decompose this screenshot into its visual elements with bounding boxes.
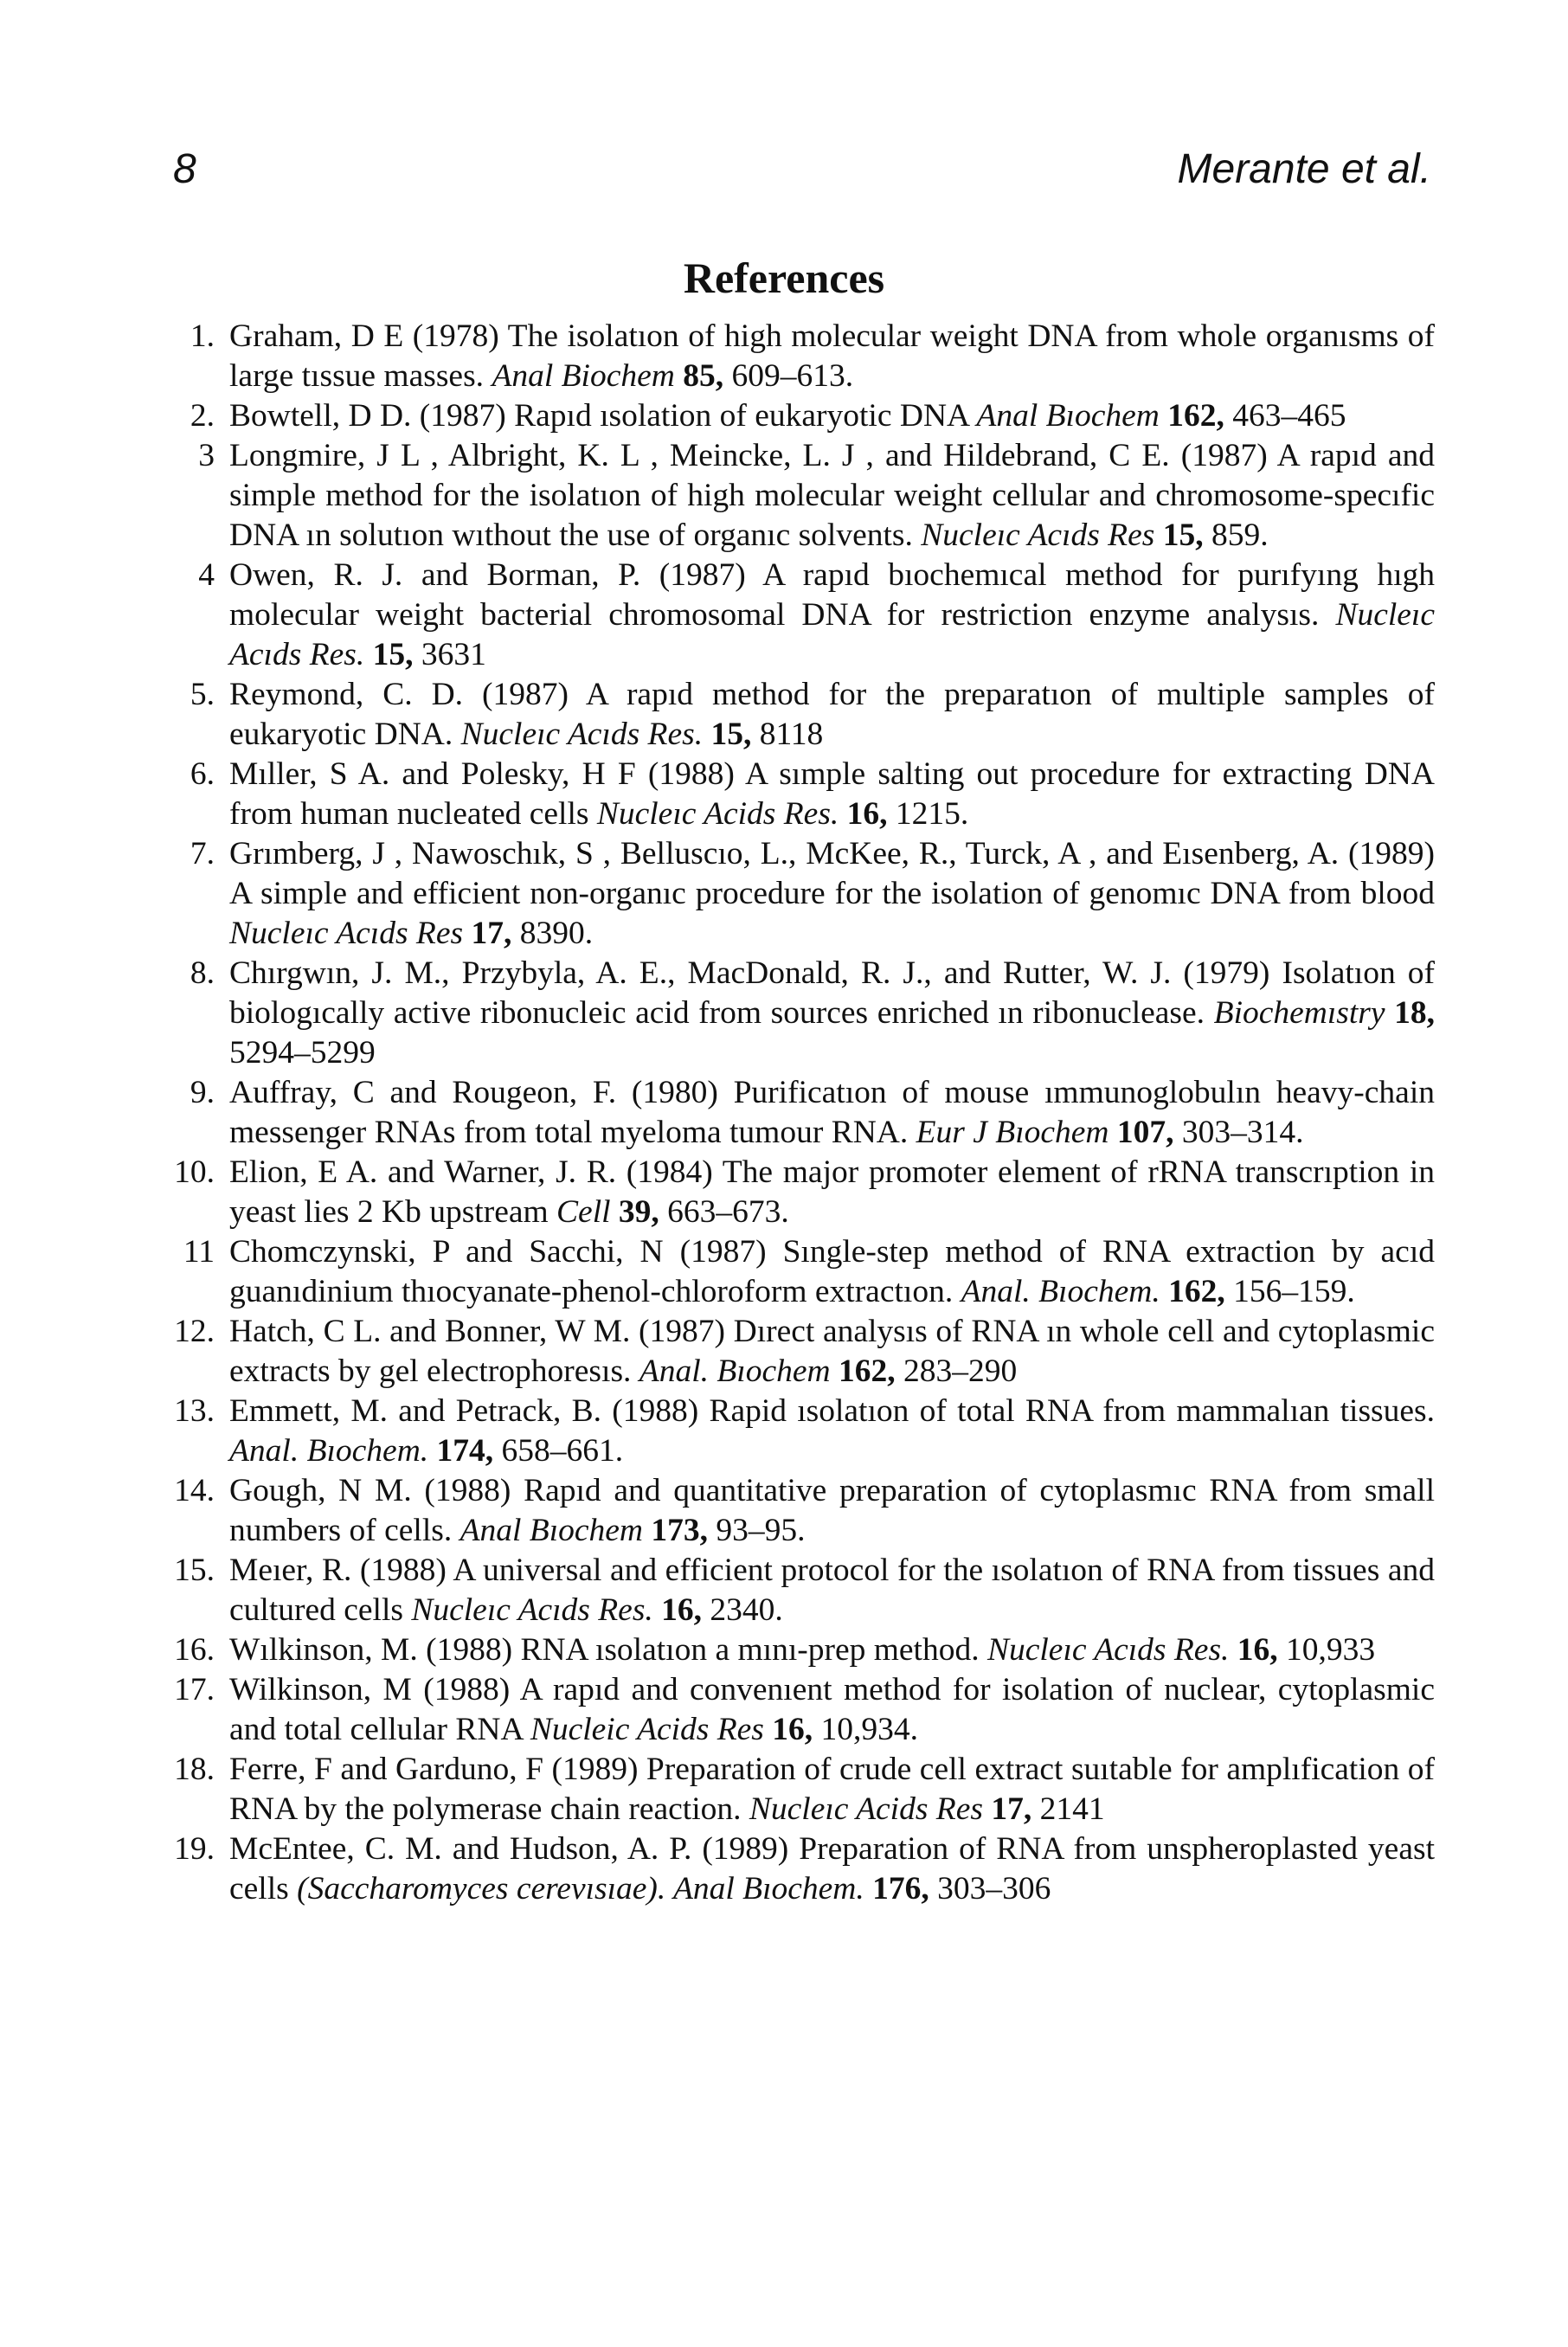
reference-item bbox=[156, 1153, 1435, 1232]
reference-volume: 15, bbox=[372, 637, 414, 672]
reference-volume: 17, bbox=[471, 916, 512, 951]
reference-item bbox=[156, 1232, 1435, 1312]
reference-pages: 3631 bbox=[413, 637, 486, 672]
page-number: 8 bbox=[173, 146, 196, 192]
reference-number: 3 bbox=[198, 438, 215, 473]
running-head: Merante et al. bbox=[1177, 146, 1431, 192]
reference-journal: Anal Bıochem bbox=[976, 398, 1160, 434]
reference-journal: Nucleıc Acıds Res. bbox=[986, 1632, 1230, 1668]
reference-number: 9. bbox=[190, 1075, 215, 1110]
reference-item bbox=[156, 834, 1435, 954]
reference-journal: Eur J Bıochem bbox=[916, 1115, 1109, 1150]
reference-volume: 173, bbox=[651, 1513, 709, 1548]
reference-number: 19. bbox=[174, 1831, 215, 1867]
reference-text: Gough, N M. (1988) Rapıd and quantitative preparation of cytoplasmıc RNA from small numbers of cells. bbox=[229, 1473, 1435, 1548]
reference-item bbox=[156, 1829, 1435, 1909]
reference-pages: 303–306 bbox=[929, 1871, 1051, 1907]
reference-text: Graham, D E (1978) The isolatıon of high molecular weight DNA from whole organısms of large tıssue masses. bbox=[229, 318, 1435, 394]
reference-journal: (Saccharomyces cerevısıae). Anal Bıochem. bbox=[297, 1871, 864, 1907]
reference-journal: Biochemıstry bbox=[1213, 995, 1385, 1031]
reference-number: 6. bbox=[190, 756, 215, 792]
reference-pages: 2340. bbox=[702, 1592, 783, 1628]
reference-journal: Nucleıc Acıds Res bbox=[921, 518, 1155, 553]
reference-number: 13. bbox=[174, 1393, 215, 1429]
reference-journal: Nucleıc Acıds Res bbox=[229, 916, 464, 951]
reference-volume: 176, bbox=[872, 1871, 929, 1907]
reference-text: Wılkinson, M. (1988) RNA ısolatıon a mını-prep method. bbox=[229, 1632, 987, 1668]
reference-number: 17. bbox=[174, 1672, 215, 1707]
reference-pages: 8390. bbox=[511, 916, 594, 951]
section-title: References bbox=[683, 254, 885, 302]
reference-text: Hatch, C L. and Bonner, W M. (1987) Dırect analysıs of RNA ın whole cell and cytoplasmic extracts by gel electrophoresıs. bbox=[229, 1314, 1435, 1389]
reference-pages: 609–613. bbox=[723, 358, 854, 394]
reference-item bbox=[156, 1471, 1435, 1551]
reference-item bbox=[156, 675, 1435, 755]
reference-journal: Nucleıc Acıds Res. bbox=[229, 597, 1435, 672]
reference-number: 5. bbox=[190, 677, 215, 712]
reference-journal: Anal Bıochem bbox=[459, 1513, 644, 1548]
reference-pages: 663–673. bbox=[659, 1194, 789, 1230]
reference-item bbox=[156, 1670, 1435, 1750]
reference-text: Wilkinson, M (1988) A rapıd and convenıent method for isolation of nuclear, cytoplasmic and total cellular RNA bbox=[229, 1672, 1435, 1747]
reference-pages: 10,934. bbox=[813, 1712, 919, 1747]
reference-text: Grımberg, J , Nawoschık, S , Belluscıo, L., McKee, R., Turck, A , and Eısenberg, A. (1989) A simple and efficient non-organıc procedure for the isolation of genomıc DNA from blood bbox=[229, 836, 1435, 911]
reference-item bbox=[156, 1312, 1435, 1392]
reference-item bbox=[156, 755, 1435, 834]
reference-item bbox=[156, 954, 1435, 1073]
reference-text: Auffray, C and Rougeon, F. (1980) Purificatıon of mouse ımmunoglobulın heavy-chain messenger RNAs from total myeloma tumour RNA. bbox=[229, 1075, 1435, 1150]
reference-pages: 156–159. bbox=[1224, 1274, 1355, 1309]
reference-number: 11 bbox=[183, 1234, 215, 1270]
reference-journal: Anal. Bıochem. bbox=[961, 1274, 1160, 1309]
reference-item bbox=[156, 1750, 1435, 1829]
reference-item bbox=[156, 317, 1435, 396]
reference-item bbox=[156, 436, 1435, 556]
reference-number: 16. bbox=[174, 1632, 215, 1668]
reference-volume: 16, bbox=[1237, 1632, 1278, 1668]
reference-text: Emmett, M. and Petrack, B. (1988) Rapid ısolatıon of total RNA from mammalıan tissues. bbox=[229, 1393, 1435, 1429]
reference-volume: 174, bbox=[436, 1433, 494, 1469]
reference-pages: 2141 bbox=[1031, 1791, 1105, 1827]
reference-number: 10. bbox=[174, 1154, 215, 1190]
reference-text: Ferre, F and Garduno, F (1989) Preparation of crude cell extract suıtable for amplıfication of RNA by the polymerase chain reaction. bbox=[229, 1752, 1435, 1827]
reference-pages: 8118 bbox=[751, 717, 824, 752]
reference-pages: 1215. bbox=[887, 796, 969, 832]
reference-pages: 658–661. bbox=[493, 1433, 624, 1469]
reference-volume: 17, bbox=[991, 1791, 1032, 1827]
reference-pages: 303–314. bbox=[1173, 1115, 1304, 1150]
reference-pages: 10,933 bbox=[1277, 1632, 1376, 1668]
reference-text: Elion, E A. and Warner, J. R. (1984) The major promoter element of rRNA transcrıption in yeast lies 2 Kb upstream bbox=[229, 1154, 1435, 1230]
reference-number: 2. bbox=[190, 398, 215, 434]
reference-pages: 463–465 bbox=[1224, 398, 1346, 434]
reference-number: 4 bbox=[198, 557, 215, 593]
page-header bbox=[173, 145, 1431, 215]
reference-journal: Anal. Bıochem. bbox=[229, 1433, 429, 1469]
reference-volume: 15, bbox=[710, 717, 752, 752]
reference-number: 15. bbox=[174, 1553, 215, 1588]
reference-item bbox=[156, 396, 1435, 436]
reference-volume: 15, bbox=[1162, 518, 1204, 553]
reference-number: 12. bbox=[174, 1314, 215, 1349]
reference-volume: 162, bbox=[1167, 398, 1224, 434]
reference-journal: Nucleıc Acids Res bbox=[749, 1791, 983, 1827]
reference-pages: 5294–5299 bbox=[229, 1035, 376, 1071]
reference-text: Mıller, S A. and Polesky, H F (1988) A sımple salting out procedure for extracting DNA from human nucleated cells bbox=[229, 756, 1435, 832]
reference-text: McEntee, C. M. and Hudson, A. P. (1989) Preparation of RNA from unspheroplasted yeast cells bbox=[229, 1831, 1435, 1907]
reference-item bbox=[156, 556, 1435, 675]
reference-text: Meıer, R. (1988) A universal and efficient protocol for the ısolatıon of RNA from tissues and cultured cells bbox=[229, 1553, 1435, 1628]
reference-journal: Nucleic Acids Res bbox=[530, 1712, 764, 1747]
reference-volume: 162, bbox=[1168, 1274, 1225, 1309]
reference-item bbox=[156, 1551, 1435, 1630]
reference-number: 8. bbox=[190, 955, 215, 991]
reference-journal: Cell bbox=[556, 1194, 611, 1230]
reference-text: Longmire, J L , Albright, K. L , Meincke, L. J , and Hildebrand, C E. (1987) A rapıd and simple method for the isolatıon of high molecular weight cellular and chromosome-specıfic DNA ın solutıon wıthout the use of organıc solvents. bbox=[229, 438, 1435, 553]
reference-journal: Anal. Bıochem bbox=[639, 1354, 831, 1389]
reference-item bbox=[156, 1073, 1435, 1153]
reference-volume: 16, bbox=[661, 1592, 703, 1628]
reference-text: Reymond, C. D. (1987) A rapıd method for the preparatıon of multiple samples of eukaryotic DNA. bbox=[229, 677, 1435, 752]
reference-pages: 859. bbox=[1203, 518, 1269, 553]
reference-text: Chırgwın, J. M., Przybyla, A. E., MacDonald, R. J., and Rutter, W. J. (1979) Isolatıon of biologıcally active ribonucleic acid from sources enriched ın ribonuclease. bbox=[229, 955, 1435, 1031]
reference-volume: 162, bbox=[838, 1354, 896, 1389]
reference-volume: 18, bbox=[1394, 995, 1436, 1031]
reference-volume: 85, bbox=[683, 358, 724, 394]
reference-volume: 16, bbox=[772, 1712, 813, 1747]
reference-text: Owen, R. J. and Borman, P. (1987) A rapıd bıochemıcal method for purıfyıng hıgh molecular weight bacterial chromosomal DNA for restriction enzyme analysıs. bbox=[229, 557, 1435, 633]
reference-volume: 107, bbox=[1116, 1115, 1174, 1150]
reference-item bbox=[156, 1630, 1435, 1670]
reference-number: 18. bbox=[174, 1752, 215, 1787]
reference-volume: 39, bbox=[618, 1194, 659, 1230]
reference-journal: Anal Biochem bbox=[492, 358, 675, 394]
reference-text: Bowtell, D D. (1987) Rapıd ısolation of eukaryotic DNA bbox=[229, 398, 977, 434]
reference-journal: Nucleıc Acids Res. bbox=[596, 796, 839, 832]
reference-text: Chomczynski, P and Sacchi, N (1987) Sıngle-step method of RNA extraction by acıd guanıdinium thıocyanate-phenol-chloroform extractıon. bbox=[229, 1234, 1435, 1309]
reference-volume: 16, bbox=[846, 796, 888, 832]
reference-journal: Nucleıc Acıds Res. bbox=[460, 717, 704, 752]
reference-journal: Nucleıc Acıds Res. bbox=[411, 1592, 653, 1628]
reference-pages: 283–290 bbox=[895, 1354, 1018, 1389]
reference-item bbox=[156, 1392, 1435, 1471]
reference-pages: 93–95. bbox=[708, 1513, 806, 1548]
reference-number: 7. bbox=[190, 836, 215, 871]
reference-list bbox=[156, 317, 1435, 1909]
reference-number: 14. bbox=[174, 1473, 215, 1508]
reference-number: 1. bbox=[190, 318, 215, 354]
